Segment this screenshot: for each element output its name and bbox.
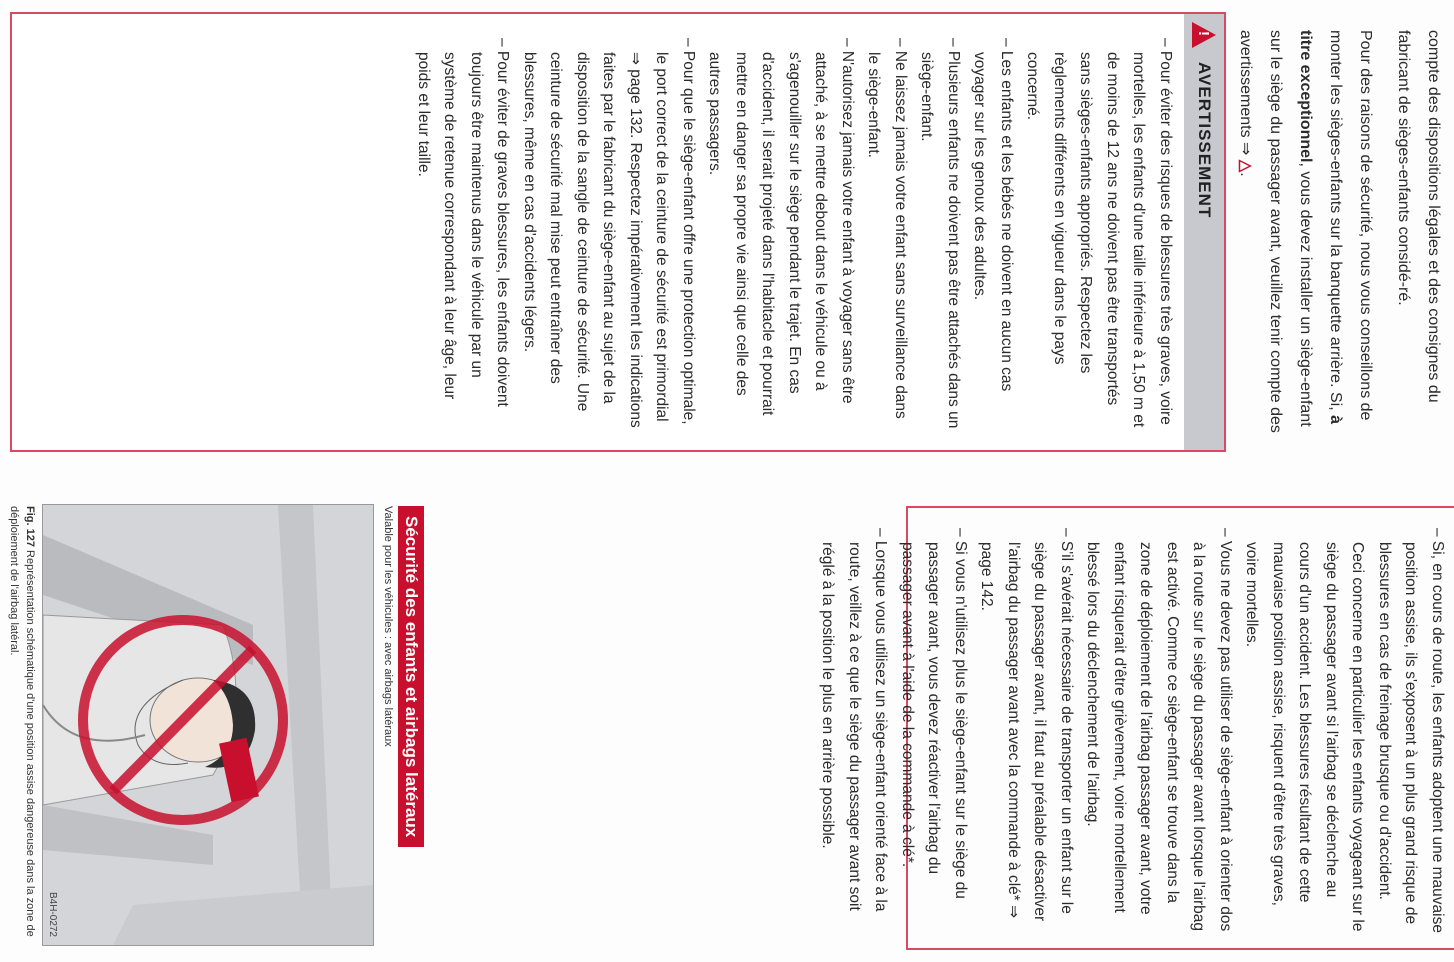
warning-body <box>402 14 1185 450</box>
left-column-text <box>1230 30 1448 450</box>
figure-caption-label: Fig. 127 <box>24 506 36 547</box>
warning-continuation-body <box>808 508 1454 948</box>
warning-title: AVERTISSEMENT <box>1195 62 1214 219</box>
warning-item: – N'autorisez jamais votre enfant à voyager sans être attaché, à se mettre debout dans le véhicule ou à s'agenouiller sur le siège pendant le trajet. En cas d'accident, il serait projeté dans l'habitacle et pourrait mettre en danger sa propre vie ainsi que celle des autres passagers. <box>706 38 856 416</box>
intro-paragraph-bold: à titre exceptionnel <box>1297 30 1344 424</box>
figure-caption-text: Représentation schématique d'une position assise dangereuse dans la zone de déploiement de l'airbag latéral. <box>8 506 36 937</box>
validity-note: Valable pour les véhicules : avec airbags latéraux <box>382 506 394 747</box>
section-title-banner: Sécurité des enfants et airbags latéraux <box>398 506 424 847</box>
warning-item: – Plusieurs enfants ne doivent pas être attachés dans un siège-enfant. <box>918 38 962 429</box>
warning-item: – Lorsque vous utilisez un siège-enfant orienté face à la route, veillez à ce que le siège du passager avant soit réglé à la position le plus en arrière possible. <box>819 528 890 912</box>
warning-item: – Pour que le siège-enfant offre une protection optimale, le port correct de la ceinture de sécurité est primordial ⇒ page 132. Respectez impérativement les indications faites par le fabricant du siège-enfant au sujet de la disposition de la sangle de ceinture de sécurité. Une ceinture de sécurité mal mise peut entraîner des blessures, même en cas d'accidents légers. <box>521 38 697 428</box>
intro-paragraph <box>1230 30 1380 450</box>
warning-continuation-box <box>819 506 1454 950</box>
warning-item: – Pour éviter de graves blessures, les enfants doivent toujours être maintenus dans le véhicule par un système de retenue correspondant à leur âge, leur poids et leur taille. <box>415 38 512 407</box>
warning-box <box>10 12 1226 452</box>
figure-caption <box>6 506 38 946</box>
warning-header <box>1184 14 1224 450</box>
warning-item: – Vous ne devez pas utiliser de siège-enfant à orienter dos à la route sur le siège du passager avant lorsque l'airbag est activé. Comme ce siège-enfant se trouve dans la zone de déploiement de l'airbag passager avant, votre enfant risquerait d'être grièvement, voire mortellement blessé lors du déclenchement de l'airbag. <box>1084 528 1234 932</box>
warning-item: – Ne laissez jamais votre enfant sans surveillance dans le siège-enfant. <box>865 38 909 419</box>
figure-illustration <box>42 504 374 946</box>
continuation-text: compte des dispositions légales et des consignes du fabricant de sièges-enfants considé-ré. <box>1395 30 1442 403</box>
intro-paragraph-end: . <box>1237 172 1254 177</box>
warning-item: – Si, en cours de route, les enfants adoptent une mauvaise position assise, ils s'exposent à un plus grand risque de blessures en cas de freinage brusque ou d'accident. Ceci concerne en particulier les enfants voyageant sur le siège du passager avant si l'airbag se déclenche au cours d'un accident. Les blessures résultant de cette mauvaise position assise, risquent d'être très graves, voire mortelles. <box>1243 528 1446 933</box>
warning-item: – Si vous n'utilisez plus le siège-enfant sur le siège du passager avant, vous devez réactiver l'airbag du passager avant à l'aide de la commande à clé*. <box>899 528 969 899</box>
warning-item: – S'il s'avérait nécessaire de transporter un enfant sur le siège du passager avant, il faut au préalable désactiver l'airbag du passager avant avec la commande à clé* ⇒ page 142. <box>978 528 1075 922</box>
intro-paragraph-middle: , vous devez installer un siège-enfant sur le siège du passager avant, veuillez tenir compte des avertissements ⇒ <box>1237 30 1314 433</box>
warning-item: – Pour éviter des risques de blessures très graves, voire mortelles, les enfants d'une taille inférieure à 1,50 m et de moins de 12 ans ne doivent pas être transportés sans sièges-enfants appropriés. Respectez les règlements différents en vigueur dans le pays concerné. <box>1024 38 1174 428</box>
warning-item: – Les enfants et les bébés ne doivent en aucun cas voyager sur les genoux des adultes. <box>971 38 1015 392</box>
intro-paragraph-start: Pour des raisons de sécurité, nous vous conseillons de monter les sièges-enfants sur la banquette arrière. Si, <box>1327 30 1374 421</box>
warning-reference-icon: △ <box>1237 159 1254 173</box>
warning-triangle-icon: ! <box>1192 22 1216 48</box>
figure-code: B4H-0272 <box>47 891 58 937</box>
seat-airbag-illustration <box>43 505 373 945</box>
